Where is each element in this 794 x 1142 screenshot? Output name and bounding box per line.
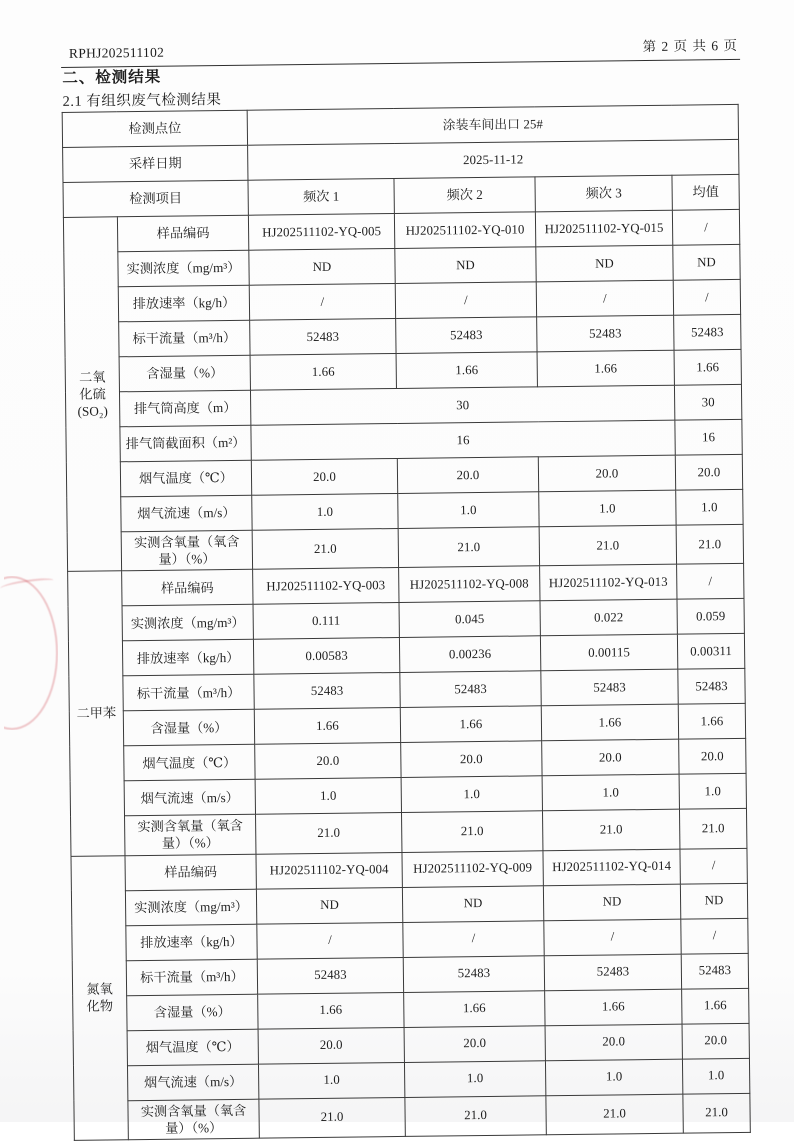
parameter-label-cell: 含湿量（%）	[123, 710, 254, 747]
value-cell: 52483	[544, 954, 681, 991]
value-cell: 21.0	[405, 1095, 546, 1136]
value-cell: HJ202511102-YQ-015	[535, 210, 672, 247]
value-cell: 52483	[537, 315, 674, 352]
value-cell: 1.0	[255, 778, 401, 815]
parameter-label-cell: 含湿量（%）	[127, 994, 258, 1031]
mean-value-cell: /	[673, 279, 740, 315]
mean-value-cell: 16	[675, 419, 742, 455]
value-cell: 21.0	[252, 528, 398, 569]
parameter-label-cell: 烟气流速（m/s）	[121, 495, 252, 532]
value-cell: 21.0	[542, 809, 679, 850]
parameter-label-cell: 烟气流速（m/s）	[124, 780, 255, 817]
value-cell: 1.66	[541, 704, 678, 741]
mean-value-cell: ND	[673, 244, 740, 280]
value-cell: 21.0	[539, 525, 676, 566]
value-cell: 0.00115	[540, 634, 677, 671]
value-cell: 21.0	[259, 1097, 405, 1138]
subsection-title: 2.1 有组织废气检测结果	[62, 92, 222, 110]
value-cell: 52483	[541, 669, 678, 706]
value-cell: 1.0	[404, 1060, 545, 1097]
value-cell: 52483	[400, 671, 541, 708]
value-cell: /	[403, 920, 544, 957]
parameter-label-cell: 烟气流速（m/s）	[127, 1064, 258, 1101]
value-cell: HJ202511102-YQ-008	[399, 566, 540, 603]
value-cell: 21.0	[546, 1094, 683, 1135]
merged-value-cell: 30	[250, 385, 674, 425]
value-cell: 20.0	[397, 457, 538, 494]
value-cell: 1.0	[398, 492, 539, 529]
mean-value-cell: 52483	[678, 669, 745, 705]
value-cell: 1.66	[537, 350, 674, 387]
value-cell: ND	[256, 887, 402, 924]
parameter-label-cell: 标干流量（m³/h）	[123, 675, 254, 712]
parameter-label-cell: 排气筒截面积（m²）	[120, 425, 251, 462]
value-cell: 52483	[403, 955, 544, 992]
value-cell: ND	[395, 247, 536, 284]
value-cell: HJ202511102-YQ-010	[394, 212, 535, 249]
value-cell: 1.0	[542, 774, 679, 811]
value-cell: 1.66	[254, 708, 400, 745]
parameter-label-cell: 含湿量（%）	[119, 355, 250, 392]
parameter-label-cell: 实测浓度（mg/m³）	[122, 605, 253, 642]
value-cell: HJ202511102-YQ-009	[402, 850, 543, 887]
mean-value-cell: 1.0	[676, 489, 743, 525]
value-cell: 52483	[257, 957, 403, 994]
mean-value-cell: ND	[680, 883, 747, 919]
parameter-label-cell: 烟气温度（℃）	[127, 1029, 258, 1066]
mean-value-cell: 21.0	[676, 524, 743, 564]
value-cell: /	[536, 280, 673, 317]
value-cell: /	[257, 922, 403, 959]
mean-value-cell: 52483	[674, 314, 741, 350]
mean-value-cell: 0.00311	[677, 634, 744, 670]
value-cell: 20.0	[251, 458, 397, 495]
value-cell: 52483	[250, 318, 396, 355]
date-value-cell: 2025-11-12	[248, 139, 739, 180]
section-name-cell: 二甲苯	[68, 571, 125, 856]
value-cell: 20.0	[258, 1027, 404, 1064]
mean-value-cell: 21.0	[679, 809, 746, 849]
parameter-label-cell: 实测浓度（mg/m³）	[125, 889, 256, 926]
table-row	[74, 1093, 750, 1140]
parameter-label-cell: 排放速率（kg/h）	[118, 285, 249, 322]
date-label-cell: 采样日期	[63, 145, 248, 182]
report-number: RPHJ202511102	[68, 44, 165, 61]
value-cell: 1.0	[545, 1059, 682, 1096]
value-cell: 0.022	[540, 599, 677, 636]
parameter-label-cell: 样品编码	[122, 570, 253, 607]
value-cell: ND	[543, 884, 680, 921]
value-cell: /	[395, 282, 536, 319]
page-header	[61, 34, 740, 68]
value-cell: 20.0	[545, 1024, 682, 1061]
value-cell: HJ202511102-YQ-003	[253, 568, 399, 605]
parameter-label-cell: 标干流量（m³/h）	[126, 959, 257, 996]
parameter-label-cell: 标干流量（m³/h）	[119, 320, 250, 357]
value-cell: HJ202511102-YQ-014	[543, 849, 680, 886]
value-cell: 21.0	[402, 811, 543, 852]
value-cell: HJ202511102-YQ-005	[248, 214, 394, 251]
value-cell: 1.66	[396, 352, 537, 389]
value-cell: 52483	[254, 673, 400, 710]
value-cell: 1.0	[252, 493, 398, 530]
value-cell: HJ202511102-YQ-013	[540, 564, 677, 601]
page-indicator: 第 2 页 共 6 页	[642, 37, 739, 55]
value-cell: 1.0	[258, 1062, 404, 1099]
mean-value-cell: 20.0	[675, 454, 742, 490]
parameter-label-cell: 实测浓度（mg/m³）	[118, 250, 249, 287]
value-cell: ND	[402, 885, 543, 922]
value-cell: 20.0	[538, 455, 675, 492]
mean-value-cell: 1.66	[678, 704, 745, 740]
value-cell: 20.0	[404, 1025, 545, 1062]
value-cell: 52483	[396, 317, 537, 354]
frequency-header-cell: 频次 3	[535, 175, 672, 212]
value-cell: 1.66	[258, 992, 404, 1029]
parameter-label-cell: 排气筒高度（m）	[119, 390, 250, 427]
mean-value-cell: 20.0	[679, 739, 746, 775]
value-cell: 0.00583	[253, 638, 399, 675]
value-cell: 0.111	[253, 603, 399, 640]
value-cell: ND	[249, 249, 395, 286]
value-cell: 21.0	[398, 527, 539, 568]
mean-value-cell: 1.0	[682, 1058, 749, 1094]
section-title: 二、检测结果	[62, 68, 162, 87]
parameter-label-cell: 烟气温度（℃）	[120, 460, 251, 497]
mean-value-cell: /	[681, 918, 748, 954]
value-cell: ND	[536, 245, 673, 282]
parameter-label-cell: 样品编码	[117, 215, 248, 252]
mean-value-cell: /	[677, 564, 744, 600]
section-name-cell: 二氧 化硫 (SO₂)	[63, 217, 121, 572]
mean-value-cell: 1.66	[682, 988, 749, 1024]
value-cell: 0.00236	[399, 636, 540, 673]
mean-value-cell: 1.66	[674, 349, 741, 385]
merged-value-cell: 16	[251, 420, 675, 460]
mean-value-cell: 20.0	[682, 1023, 749, 1059]
mean-value-cell: 21.0	[683, 1093, 750, 1133]
value-cell: 20.0	[542, 739, 679, 776]
mean-value-cell: 30	[674, 384, 741, 420]
value-cell: /	[249, 284, 395, 321]
parameter-label-cell: 样品编码	[125, 854, 256, 891]
value-cell: 20.0	[255, 743, 401, 780]
parameter-label-cell: 实测含氧量（氧含量）（%）	[121, 530, 252, 571]
value-cell: 1.0	[401, 776, 542, 813]
emission-results-table	[62, 104, 751, 1141]
mean-value-cell: 0.059	[677, 599, 744, 635]
value-cell: /	[544, 919, 681, 956]
mean-value-cell: 1.0	[679, 774, 746, 810]
parameter-label-cell: 排放速率（kg/h）	[126, 924, 257, 961]
parameter-label-cell: 烟气温度（℃）	[124, 745, 255, 782]
value-cell: 1.0	[539, 490, 676, 527]
frequency-header-cell: 频次 1	[248, 179, 394, 216]
item-label-cell: 检测项目	[63, 180, 248, 217]
value-cell: 1.66	[404, 990, 545, 1027]
value-cell: 20.0	[401, 741, 542, 778]
parameter-label-cell: 排放速率（kg/h）	[122, 640, 253, 677]
value-cell: 1.66	[400, 706, 541, 743]
mean-value-cell: /	[680, 848, 747, 884]
section-name-cell: 氮氧 化物	[71, 855, 128, 1140]
point-value-cell: 涂装车间出口 25#	[247, 104, 738, 145]
point-label-cell: 检测点位	[62, 110, 247, 147]
parameter-label-cell: 实测含氧量（氧含量）（%）	[128, 1099, 259, 1140]
value-cell: 1.66	[250, 353, 396, 390]
value-cell: 1.66	[545, 989, 682, 1026]
value-cell: 21.0	[256, 813, 402, 854]
value-cell: 0.045	[399, 601, 540, 638]
value-cell: HJ202511102-YQ-004	[256, 852, 402, 889]
frequency-header-cell: 均值	[672, 174, 739, 210]
frequency-header-cell: 频次 2	[394, 177, 535, 214]
mean-value-cell: /	[672, 209, 739, 245]
parameter-label-cell: 实测含氧量（氧含量）（%）	[125, 815, 256, 856]
mean-value-cell: 52483	[681, 953, 748, 989]
